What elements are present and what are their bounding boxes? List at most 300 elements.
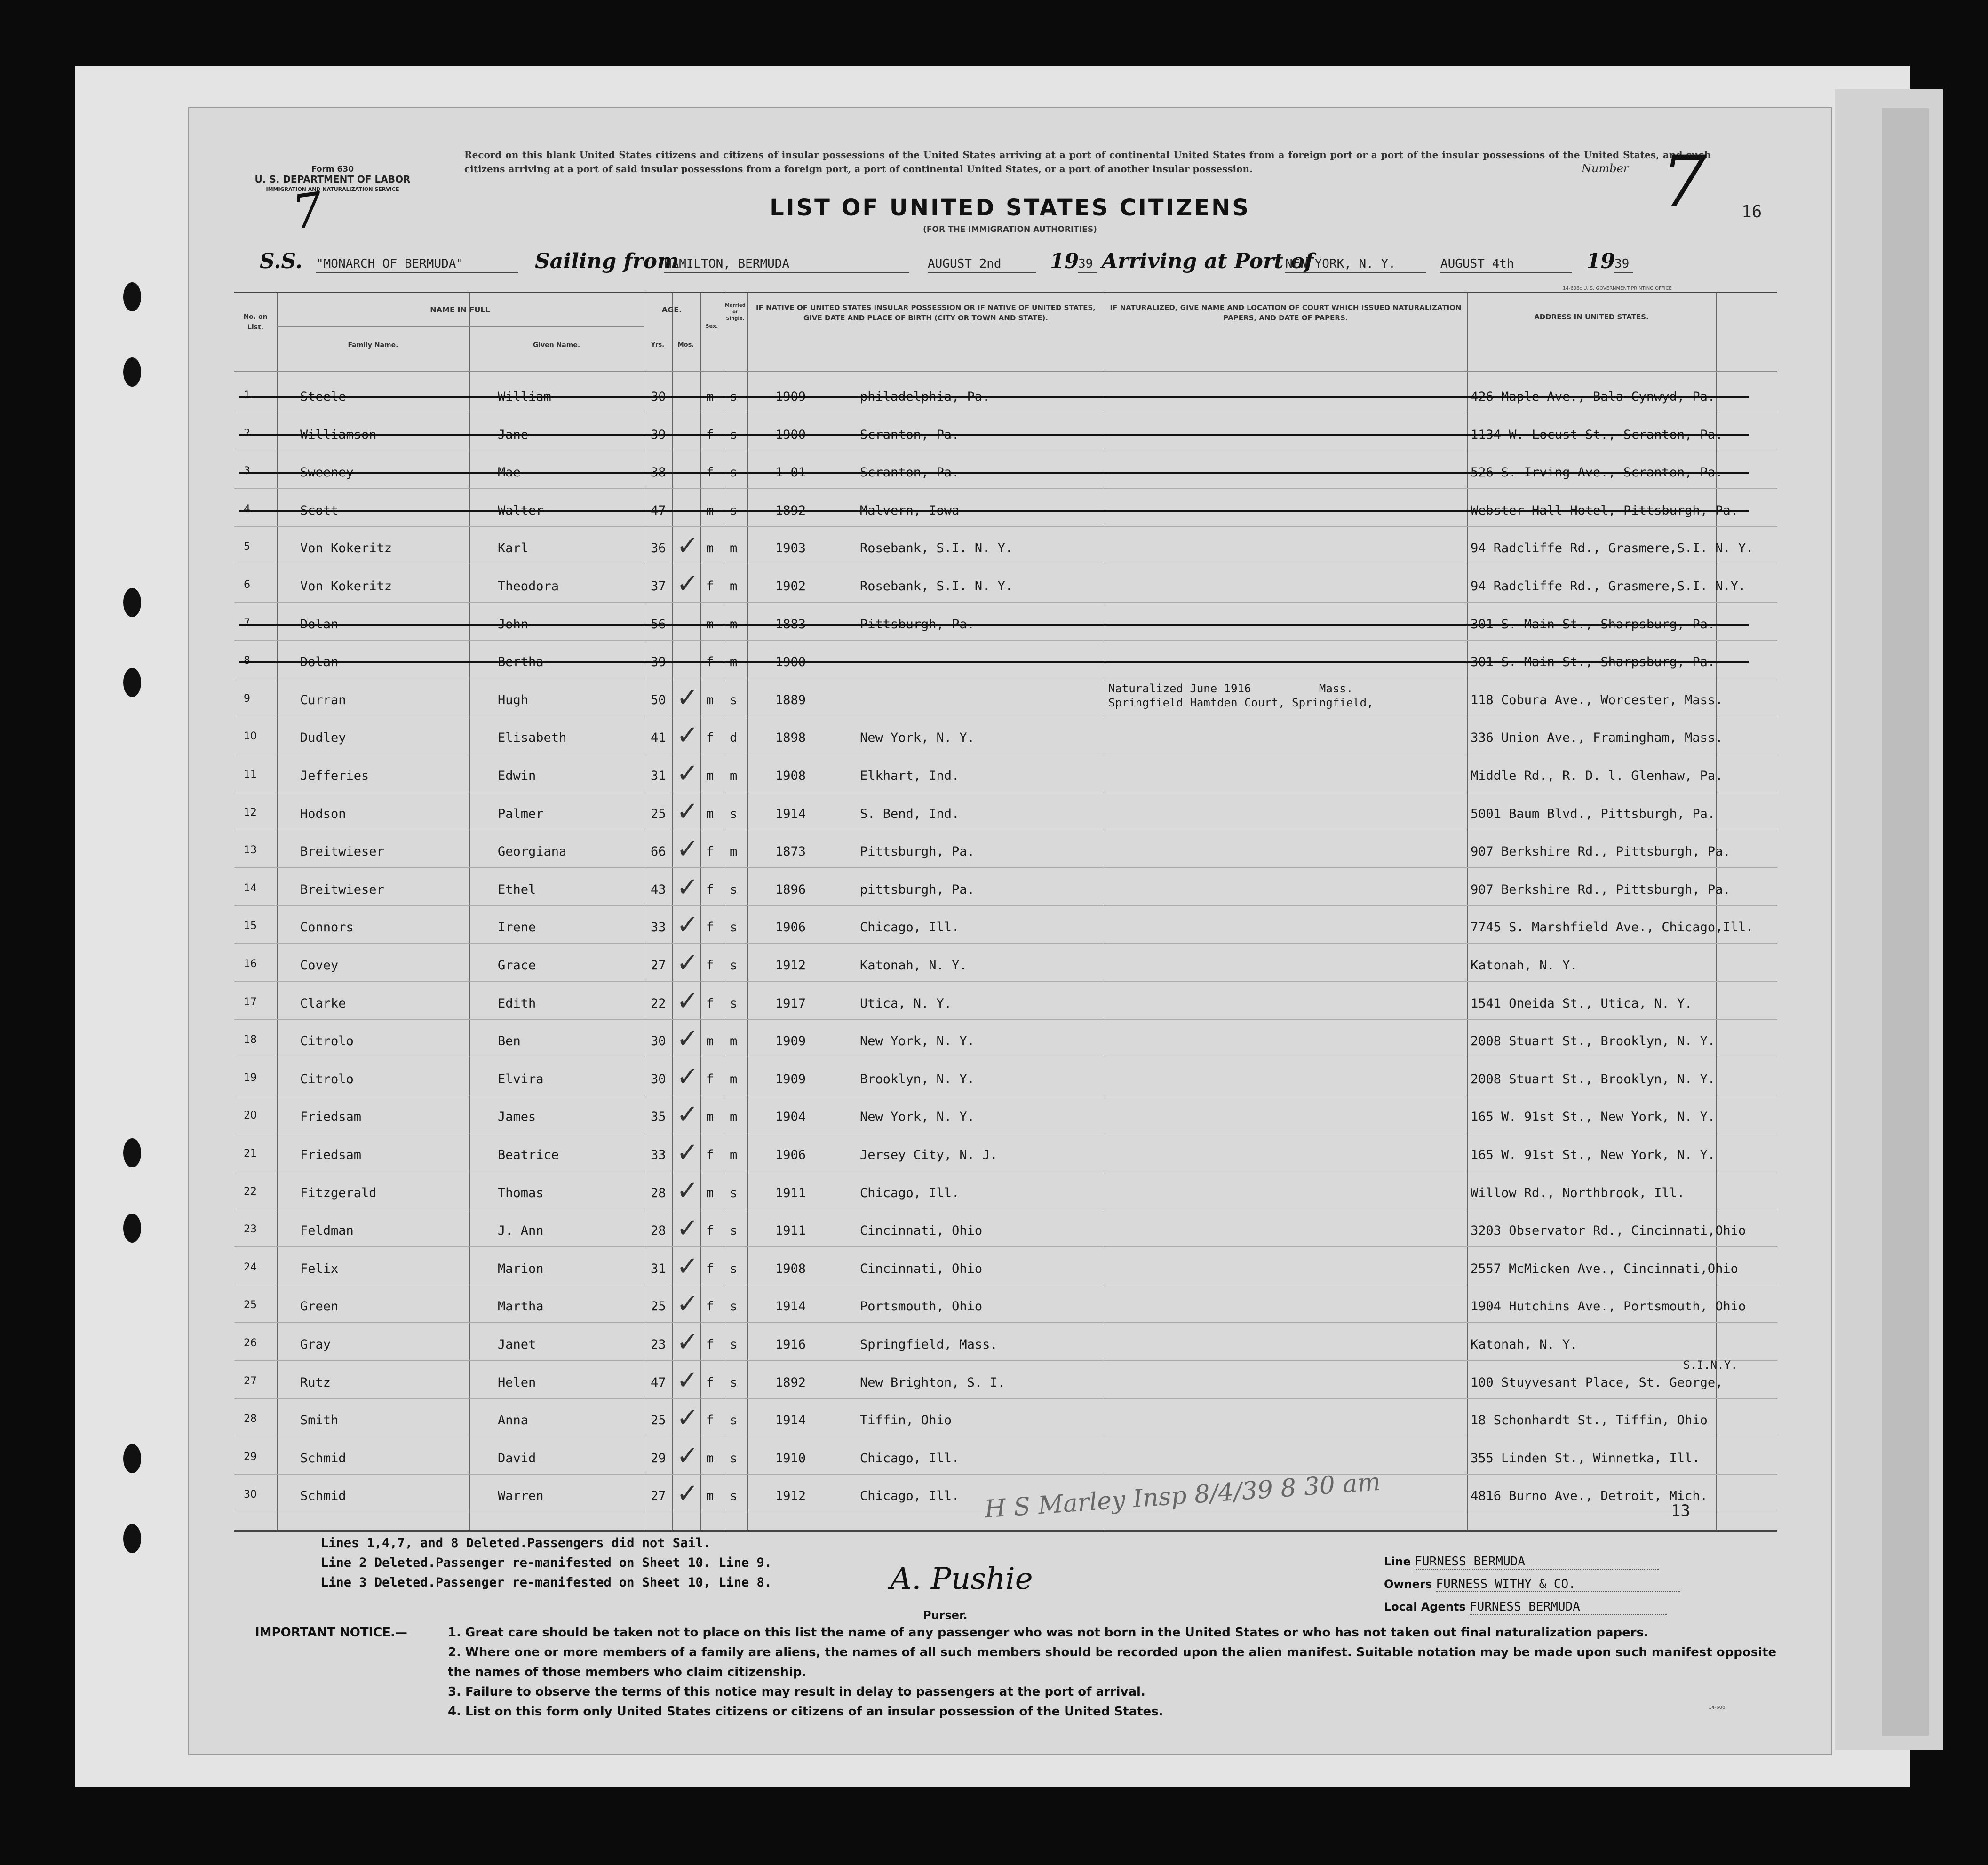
checkmark-icon: ✓: [676, 834, 699, 865]
cell-no: 26: [244, 1337, 257, 1349]
cell-address: 165 W. 91st St., New York, N. Y.: [1471, 1148, 1716, 1162]
cell-year: 1916: [775, 1337, 806, 1352]
table-row: [234, 1323, 1777, 1361]
cell-given: Ben: [498, 1034, 521, 1049]
table-row: [234, 1172, 1777, 1209]
cell-address: Willow Rd., Northbrook, Ill.: [1471, 1185, 1685, 1200]
cell-yrs: 33: [651, 1148, 666, 1162]
checkmark-icon: ✓: [676, 1403, 699, 1434]
cell-yrs: 33: [651, 920, 666, 935]
cell-family: Felix: [300, 1261, 339, 1276]
cell-year: 1910: [775, 1451, 806, 1466]
cell-family: Williamson: [300, 427, 377, 442]
cell-yrs: 39: [651, 427, 666, 442]
cell-sex: f: [706, 882, 714, 897]
cell-yrs: 47: [651, 503, 666, 518]
cell-family: Dolan: [300, 655, 339, 670]
cell-ms: s: [730, 692, 738, 707]
cell-sex: f: [706, 1261, 714, 1276]
department-name: U. S. DEPARTMENT OF LABOR: [254, 174, 411, 185]
cell-given: Ethel: [498, 882, 536, 897]
cell-no: 5: [244, 541, 250, 553]
cell-address: 1134 W. Locust St., Scranton, Pa.: [1471, 427, 1723, 442]
cell-ms: s: [730, 1223, 738, 1238]
cell-place: Katonah, N. Y.: [860, 958, 967, 973]
cell-address: 100 Stuyvesant Place, St. George,: [1471, 1375, 1723, 1390]
service-name: IMMIGRATION AND NATURALIZATION SERVICE: [266, 186, 399, 192]
number-label: Number: [1582, 162, 1629, 175]
cell-given: Elisabeth: [498, 730, 567, 746]
strikethrough-line: [239, 510, 1749, 512]
cell-place: pittsburgh, Pa.: [860, 882, 975, 897]
cell-family: Gray: [300, 1337, 331, 1352]
cell-sex: f: [706, 1413, 714, 1428]
cell-address: Middle Rd., R. D. l. Glenhaw, Pa.: [1471, 769, 1723, 783]
arrival-year: 39: [1614, 257, 1633, 273]
table-row: [234, 565, 1777, 603]
cell-year: 1892: [775, 1375, 806, 1390]
cell-family: Dolan: [300, 617, 339, 632]
cell-place: Scranton, Pa.: [860, 427, 960, 442]
cell-family: Scott: [300, 503, 339, 518]
cell-no: 30: [244, 1489, 257, 1501]
cell-ms: m: [730, 655, 738, 670]
deletion-notes: [321, 1533, 772, 1593]
cell-family: Friedsam: [300, 1110, 362, 1125]
cell-family: Schmid: [300, 1451, 346, 1466]
col-address: ADDRESS IN UNITED STATES.: [1534, 313, 1649, 321]
cell-ms: m: [730, 844, 738, 859]
owners-label: Owners: [1384, 1578, 1432, 1591]
cell-place: Chicago, Ill.: [860, 1451, 960, 1466]
cell-address: 118 Cobura Ave., Worcester, Mass.: [1471, 692, 1723, 707]
cell-yrs: 47: [651, 1375, 666, 1390]
inspector-annotation: H S Marley Insp 8/4/39 8 30 am: [983, 1468, 1382, 1524]
cell-address: 301 S. Main St., Sharpsburg, Pa.: [1471, 655, 1716, 670]
cell-ms: s: [730, 996, 738, 1011]
table-row: [234, 527, 1777, 564]
cell-yrs: 66: [651, 844, 666, 859]
cell-place: Cincinnati, Ohio: [860, 1261, 983, 1276]
cell-sex: f: [706, 465, 714, 480]
department-header: [241, 165, 424, 194]
col-given-name: Given Name.: [533, 341, 580, 349]
cell-sex: f: [706, 1337, 714, 1352]
table-row: [234, 1437, 1777, 1475]
table-row: [234, 451, 1777, 489]
cell-year: 1896: [775, 882, 806, 897]
arrival-year-prefix: 19: [1586, 249, 1615, 273]
cell-no: 13: [244, 844, 257, 857]
cell-ms: s: [730, 503, 738, 518]
cell-yrs: 27: [651, 958, 666, 973]
table-row: [234, 1358, 1777, 1399]
notice-item: 2. Where one or more members of a family are aliens, the names of all such members should be recorded upon the alien manifest. Suitable notation may be made upon such manifest opposite the names of those members who claim citizenship.: [448, 1645, 1777, 1679]
table-row: [234, 375, 1777, 413]
cell-address: 18 Schonhardt St., Tiffin, Ohio: [1471, 1413, 1708, 1428]
cell-year: 1900: [775, 427, 806, 442]
cell-given: Mae: [498, 465, 521, 480]
cell-family: Dudley: [300, 730, 346, 746]
cell-place: Scranton, Pa.: [860, 465, 960, 480]
cell-address: 94 Radcliffe Rd., Grasmere,S.I. N.Y.: [1471, 579, 1746, 594]
cell-family: Sweeney: [300, 465, 354, 480]
cell-sex: m: [706, 1489, 714, 1504]
cell-yrs: 28: [651, 1223, 666, 1238]
cell-place: Rosebank, S.I. N. Y.: [860, 579, 1013, 594]
cell-place: Chicago, Ill.: [860, 1185, 960, 1200]
cell-address: Webster Hall Hotel, Pittsburgh, Pa.: [1471, 503, 1738, 518]
cell-sex: m: [706, 503, 714, 518]
cell-address: Katonah, N. Y.: [1471, 958, 1578, 973]
cell-sex: f: [706, 655, 714, 670]
cell-sex: m: [706, 617, 714, 632]
cell-address: 94 Radcliffe Rd., Grasmere,S.I. N. Y.: [1471, 541, 1754, 556]
cell-given: John: [498, 617, 529, 632]
cell-place: Brooklyn, N. Y.: [860, 1071, 975, 1087]
cell-yrs: 25: [651, 806, 666, 821]
cell-address: 3203 Observator Rd., Cincinnati,Ohio: [1471, 1223, 1746, 1238]
cell-year: 1908: [775, 1261, 806, 1276]
col-months: Mos.: [677, 341, 694, 349]
cell-yrs: 39: [651, 655, 666, 670]
cell-no: 4: [244, 503, 250, 515]
cell-address: 355 Linden St., Winnetka, Ill.: [1471, 1451, 1700, 1466]
ss-label: S.S.: [260, 249, 303, 273]
cell-family: Friedsam: [300, 1148, 362, 1162]
checkmark-icon: ✓: [676, 1251, 699, 1282]
checkmark-icon: ✓: [676, 758, 699, 789]
cell-given: Palmer: [498, 806, 544, 821]
checkmark-icon: ✓: [676, 910, 699, 941]
cell-family: Smith: [300, 1413, 339, 1428]
cell-yrs: 36: [651, 541, 666, 556]
cell-yrs: 29: [651, 1451, 666, 1466]
cell-no: 17: [244, 996, 257, 1008]
arrival-port: NEW YORK, N. Y.: [1285, 257, 1426, 273]
cell-ms: m: [730, 617, 738, 632]
cell-sex: m: [706, 541, 714, 556]
table-row: [234, 830, 1777, 868]
cell-sex: f: [706, 427, 714, 442]
cell-sex: m: [706, 806, 714, 821]
cell-sex: m: [706, 389, 714, 404]
cell-family: Von Kokeritz: [300, 579, 392, 594]
cell-address: 336 Union Ave., Framingham, Mass.: [1471, 730, 1723, 746]
cell-sex: f: [706, 1375, 714, 1390]
checkmark-icon: ✓: [676, 1099, 699, 1130]
table-row: [234, 413, 1777, 451]
cell-family: Steele: [300, 389, 346, 404]
table-row: [234, 1285, 1777, 1323]
table-row: [234, 1134, 1777, 1171]
ship-name: "MONARCH OF BERMUDA": [316, 257, 518, 273]
cell-given: Janet: [498, 1337, 536, 1352]
cell-year: 1914: [775, 806, 806, 821]
table-row: [234, 641, 1777, 678]
cell-yrs: 25: [651, 1299, 666, 1314]
col-naturalized: IF NATURALIZED, GIVE NAME AND LOCATION OF COURT WHICH ISSUED NATURALIZATION PAPERS, AND DATE OF PAPERS.: [1110, 303, 1462, 322]
cell-no: 9: [244, 692, 250, 705]
cell-place: New York, N. Y.: [860, 1034, 975, 1049]
cell-no: 2: [244, 427, 250, 439]
page-number: 13: [1671, 1501, 1690, 1520]
cell-ms: m: [730, 1110, 738, 1125]
table-row: [234, 868, 1777, 906]
cell-family: Schmid: [300, 1489, 346, 1504]
cell-ms: s: [730, 958, 738, 973]
strikethrough-line: [239, 434, 1749, 436]
table-row: [234, 1399, 1777, 1436]
cell-given: Martha: [498, 1299, 544, 1314]
cell-year: 1909: [775, 1071, 806, 1087]
cell-year: 1883: [775, 617, 806, 632]
cell-given: Hugh: [498, 692, 529, 707]
cell-given: Marion: [498, 1261, 544, 1276]
table-row: [234, 1020, 1777, 1057]
cell-address: 1904 Hutchins Ave., Portsmouth, Ohio: [1471, 1299, 1746, 1314]
cell-ms: d: [730, 730, 738, 746]
cell-ms: s: [730, 920, 738, 935]
cell-address: 526 S. Irving Ave., Scranton, Pa.: [1471, 465, 1723, 480]
checkmark-icon: ✓: [676, 1478, 699, 1509]
cell-no: 22: [244, 1185, 257, 1198]
col-no: No. on List.: [243, 313, 268, 331]
cell-family: Fitzgerald: [300, 1185, 377, 1200]
cell-family: Clarke: [300, 996, 346, 1011]
cell-year: 1914: [775, 1299, 806, 1314]
cell-no: 24: [244, 1261, 257, 1273]
checkmark-icon: ✓: [676, 682, 699, 713]
cell-place: Elkhart, Ind.: [860, 769, 960, 783]
cell-naturalization: Naturalized June 1916 Mass. Springfield Hamtden Court, Springfield,: [1108, 682, 1374, 709]
cell-no: 29: [244, 1451, 257, 1463]
line-label: Line: [1384, 1555, 1411, 1568]
cell-family: Breitwieser: [300, 844, 384, 859]
cell-given: Beatrice: [498, 1148, 559, 1162]
table-row: [234, 716, 1777, 754]
notice-item: 1. Great care should be taken not to place on this list the name of any passenger who was not born in the United States or who has not taken out final naturalization papers.: [448, 1626, 1648, 1640]
page-title: LIST OF UNITED STATES CITIZENS: [770, 195, 1250, 221]
sailing-year-prefix: 19: [1050, 249, 1079, 273]
cell-given: J. Ann: [498, 1223, 544, 1238]
cell-no: 21: [244, 1148, 257, 1159]
cell-year: 1911: [775, 1223, 806, 1238]
notice-label: IMPORTANT NOTICE.—: [255, 1626, 407, 1640]
record-instructions: Record on this blank United States citizens and citizens of insular possessions of the United States arriving at a port of continental United States from a foreign port or a port of the insular possessions of the United States, and such citizens arriving at a port of said insular possessions from a foreign port, a port of continental United States, or a port of another insular possession.: [464, 149, 1711, 175]
cell-sex: m: [706, 1110, 714, 1125]
cell-yrs: 50: [651, 692, 666, 707]
cell-address: 907 Berkshire Rd., Pittsburgh, Pa.: [1471, 882, 1731, 897]
cell-given: William: [498, 389, 551, 404]
form-number: Form 630: [311, 165, 354, 174]
cell-place: New York, N. Y.: [860, 1110, 975, 1125]
sailing-port: HAMILTON, BERMUDA: [664, 257, 909, 273]
cell-given: Warren: [498, 1489, 544, 1504]
col-married-single: Married or Single.: [725, 303, 746, 321]
cell-family: Covey: [300, 958, 339, 973]
cell-sex: f: [706, 920, 714, 935]
cell-year: 1903: [775, 541, 806, 556]
cell-sex: f: [706, 1223, 714, 1238]
cell-sex: f: [706, 996, 714, 1011]
cell-address: 2008 Stuart St., Brooklyn, N. Y.: [1471, 1071, 1716, 1087]
cell-sex: m: [706, 769, 714, 783]
cell-sex: f: [706, 730, 714, 746]
cell-given: Edwin: [498, 769, 536, 783]
table-row: [234, 982, 1777, 1020]
cell-year: 1904: [775, 1110, 806, 1125]
cell-address: 4816 Burno Ave., Detroit, Mich.: [1471, 1489, 1708, 1504]
checkmark-icon: ✓: [676, 1061, 699, 1092]
corner-handwritten-number: 7: [289, 182, 326, 240]
arriving-label: Arriving at Port of: [1102, 249, 1314, 273]
cell-sex: m: [706, 692, 714, 707]
cell-yrs: 35: [651, 1110, 666, 1125]
cell-place: Malvern, Iowa: [860, 503, 960, 518]
checkmark-icon: ✓: [676, 1175, 699, 1206]
sheet-mark: 16: [1741, 202, 1762, 222]
cell-no: 8: [244, 655, 250, 667]
notice-item: 3. Failure to observe the terms of this notice may result in delay to passengers at the port of arrival.: [448, 1685, 1145, 1699]
cell-family: Citrolo: [300, 1034, 354, 1049]
cell-sex: f: [706, 1299, 714, 1314]
cell-place: Chicago, Ill.: [860, 1489, 960, 1504]
cell-sex: m: [706, 1451, 714, 1466]
cell-ms: s: [730, 806, 738, 821]
cell-no: 15: [244, 920, 257, 932]
checkmark-icon: ✓: [676, 1289, 699, 1320]
cell-address: 5001 Baum Blvd., Pittsburgh, Pa.: [1471, 806, 1716, 821]
cell-yrs: 27: [651, 1489, 666, 1504]
cell-ms: m: [730, 579, 738, 594]
col-name-in-full: NAME IN FULL: [430, 305, 490, 314]
cell-yrs: 31: [651, 1261, 666, 1276]
cell-given: Anna: [498, 1413, 529, 1428]
cell-family: Connors: [300, 920, 354, 935]
table-row: [234, 679, 1777, 716]
cell-no: 28: [244, 1413, 257, 1425]
cell-address: Katonah, N. Y.: [1471, 1337, 1578, 1352]
cell-no: 3: [244, 465, 250, 477]
cell-yrs: 43: [651, 882, 666, 897]
cell-yrs: 30: [651, 389, 666, 404]
checkmark-icon: ✓: [676, 569, 699, 599]
cell-yrs: 30: [651, 1071, 666, 1087]
cell-sex: f: [706, 1148, 714, 1162]
cell-ms: s: [730, 1489, 738, 1504]
cell-address: 2008 Stuart St., Brooklyn, N. Y.: [1471, 1034, 1716, 1049]
cell-ms: s: [730, 882, 738, 897]
cell-yrs: 25: [651, 1413, 666, 1428]
cell-no: 16: [244, 958, 257, 970]
line-owners-agents: [1384, 1555, 1760, 1622]
cell-yrs: 28: [651, 1185, 666, 1200]
cell-given: Georgiana: [498, 844, 567, 859]
checkmark-icon: ✓: [676, 720, 699, 751]
checkmark-icon: ✓: [676, 1137, 699, 1168]
cell-ms: m: [730, 1071, 738, 1087]
cell-place: philadelphia, Pa.: [860, 389, 990, 404]
cell-given: Edith: [498, 996, 536, 1011]
note-line: Line 2 Deleted.Passenger re-manifested on Sheet 10. Line 9.: [321, 1555, 772, 1570]
cell-place: New Brighton, S. I.: [860, 1375, 1005, 1390]
cell-address-continuation: S.I.N.Y.: [1683, 1358, 1738, 1372]
table-row: [234, 603, 1777, 641]
cell-place: Springfield, Mass.: [860, 1337, 998, 1352]
cell-place: Pittsburgh, Pa.: [860, 844, 975, 859]
cell-year: 1909: [775, 1034, 806, 1049]
cell-year: 1911: [775, 1185, 806, 1200]
cell-no: 20: [244, 1110, 257, 1122]
cell-ms: m: [730, 769, 738, 783]
col-age: AGE.: [661, 305, 682, 314]
checkmark-icon: ✓: [676, 872, 699, 903]
checkmark-icon: ✓: [676, 1365, 699, 1396]
cell-given: Elvira: [498, 1071, 544, 1087]
cell-year: 1912: [775, 1489, 806, 1504]
line-value: FURNESS BERMUDA: [1415, 1555, 1659, 1570]
col-birth: IF NATIVE OF UNITED STATES INSULAR POSSESSION OR IF NATIVE OF UNITED STATES, GIVE DATE AND PLACE OF BIRTH (CITY OR TOWN AND STATE).: [756, 303, 1096, 322]
cell-yrs: 22: [651, 996, 666, 1011]
cell-no: 23: [244, 1223, 257, 1236]
note-line: Line 3 Deleted.Passenger re-manifested on Sheet 10, Line 8.: [321, 1575, 772, 1590]
checkmark-icon: ✓: [676, 1213, 699, 1244]
cell-family: Von Kokeritz: [300, 541, 392, 556]
cell-no: 12: [244, 806, 257, 818]
cell-given: Irene: [498, 920, 536, 935]
arrival-date: AUGUST 4th: [1440, 257, 1572, 273]
cell-place: Tiffin, Ohio: [860, 1413, 952, 1428]
cell-given: Karl: [498, 541, 529, 556]
cell-place: Jersey City, N. J.: [860, 1148, 998, 1162]
cell-year: 1909: [775, 389, 806, 404]
sailing-label: Sailing from: [535, 249, 679, 273]
cell-ms: s: [730, 1299, 738, 1314]
cell-year: 1906: [775, 920, 806, 935]
cell-given: James: [498, 1110, 536, 1125]
strikethrough-line: [239, 624, 1749, 626]
cell-sex: f: [706, 844, 714, 859]
cell-given: Grace: [498, 958, 536, 973]
cell-no: 1: [244, 389, 250, 401]
cell-given: Walter: [498, 503, 544, 518]
purser-signature: A. Pushie: [890, 1562, 1033, 1596]
cell-year: 1917: [775, 996, 806, 1011]
cell-sex: f: [706, 579, 714, 594]
table-row: [234, 1247, 1777, 1285]
cell-given: Jane: [498, 427, 529, 442]
checkmark-icon: ✓: [676, 1440, 699, 1471]
cell-year: 1892: [775, 503, 806, 518]
cell-place: Pittsburgh, Pa.: [860, 617, 975, 632]
strikethrough-line: [239, 396, 1749, 398]
table-row: [234, 489, 1777, 527]
cell-place: Portsmouth, Ohio: [860, 1299, 983, 1314]
table-row: [234, 1095, 1777, 1133]
cell-family: Breitwieser: [300, 882, 384, 897]
cell-yrs: 30: [651, 1034, 666, 1049]
cell-place: Rosebank, S.I. N. Y.: [860, 541, 1013, 556]
cell-sex: f: [706, 1071, 714, 1087]
cell-ms: m: [730, 1148, 738, 1162]
cell-year: 1914: [775, 1413, 806, 1428]
cell-year: 1912: [775, 958, 806, 973]
checkmark-icon: ✓: [676, 796, 699, 827]
cell-no: 7: [244, 617, 250, 629]
cell-given: Helen: [498, 1375, 536, 1390]
cell-no: 25: [244, 1299, 257, 1311]
